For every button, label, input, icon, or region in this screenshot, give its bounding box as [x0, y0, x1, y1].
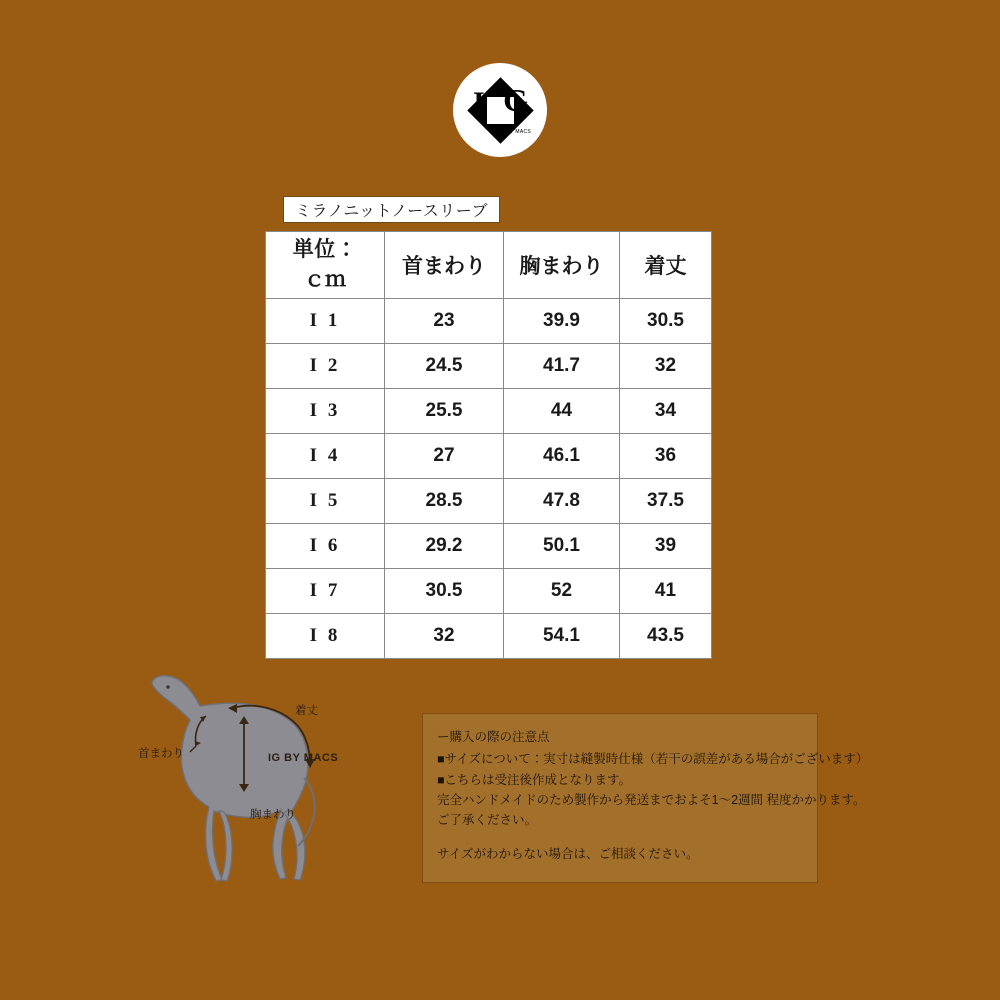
- cell-chest: 54.1: [504, 614, 620, 659]
- cell-neck: 28.5: [385, 479, 504, 524]
- notes-line: 完全ハンドメイドのため製作から発送までおよそ1〜2週間 程度かかります。: [437, 792, 866, 807]
- dog-silhouette-icon: [120, 660, 420, 920]
- cell-size: I 4: [266, 434, 385, 479]
- cell-chest: 47.8: [504, 479, 620, 524]
- dog-eye-icon: [166, 685, 170, 689]
- cell-length: 36: [620, 434, 712, 479]
- cell-neck: 24.5: [385, 344, 504, 389]
- cell-neck: 25.5: [385, 389, 504, 434]
- notes-line: ■サイズについて：実寸は縫製時仕様（若干の誤差がある場合がございます）: [437, 752, 869, 767]
- cell-size: I 8: [266, 614, 385, 659]
- diagram-label-neck: 首まわり: [138, 748, 184, 760]
- cell-size: I 7: [266, 569, 385, 614]
- cell-size: I 1: [266, 299, 385, 344]
- cell-length: 41: [620, 569, 712, 614]
- column-header-length: 着丈: [620, 232, 712, 299]
- cell-neck: 32: [385, 614, 504, 659]
- cell-chest: 44: [504, 389, 620, 434]
- unit-line-1: 単位：: [292, 237, 358, 261]
- table-row: [266, 434, 712, 479]
- dog-front-leg-shape: [219, 811, 232, 881]
- size-table-wrapper: [265, 231, 711, 659]
- cell-chest: 50.1: [504, 524, 620, 569]
- page-title: [283, 196, 500, 223]
- cell-length: 37.5: [620, 479, 712, 524]
- table-header-row: [266, 232, 712, 299]
- cell-neck: 29.2: [385, 524, 504, 569]
- table-row: [266, 569, 712, 614]
- table-row: [266, 614, 712, 659]
- cell-neck: 23: [385, 299, 504, 344]
- table-row: [266, 344, 712, 389]
- size-table: [265, 231, 712, 659]
- notes-spacer: [437, 830, 803, 844]
- notes-line: ■こちらは受注後作成となります。: [437, 772, 632, 787]
- cell-length: 34: [620, 389, 712, 434]
- notes-footer: サイズがわからない場合は、ご相談ください。: [437, 847, 699, 862]
- cell-chest: 39.9: [504, 299, 620, 344]
- cell-neck: 30.5: [385, 569, 504, 614]
- column-header-unit: [266, 232, 385, 299]
- table-row: [266, 479, 712, 524]
- brand-logo-inner: [461, 71, 539, 149]
- cell-size: I 5: [266, 479, 385, 524]
- cell-size: I 2: [266, 344, 385, 389]
- diagram-label-chest: 胸まわり: [250, 809, 296, 821]
- logo-letter-i: I: [473, 86, 485, 119]
- cell-size: I 3: [266, 389, 385, 434]
- cell-length: 32: [620, 344, 712, 389]
- cell-chest: 41.7: [504, 344, 620, 389]
- cell-chest: 52: [504, 569, 620, 614]
- cell-length: 39: [620, 524, 712, 569]
- measurement-diagram: [120, 660, 420, 920]
- notes-heading: ー購入の際の注意点: [437, 730, 550, 744]
- cell-neck: 27: [385, 434, 504, 479]
- logo-letter-g: G: [503, 82, 528, 118]
- logo-subtext: BY MACS: [506, 129, 531, 135]
- notes-line: ご了承ください。: [437, 813, 538, 827]
- cell-chest: 46.1: [504, 434, 620, 479]
- cell-size: I 6: [266, 524, 385, 569]
- table-row: [266, 299, 712, 344]
- brand-logo: [453, 63, 547, 157]
- diagram-label-length: 着丈: [295, 705, 318, 717]
- diagram-brand-mark: IG BY MACS: [268, 752, 339, 764]
- cell-length: 43.5: [620, 614, 712, 659]
- product-title-text: ミラノニットノースリーブ: [294, 203, 489, 220]
- column-header-chest: 胸まわり: [504, 232, 620, 299]
- purchase-notes-box: [422, 713, 869, 883]
- table-row: [266, 524, 712, 569]
- unit-line-2: ｃｍ: [304, 268, 346, 291]
- column-header-neck: 首まわり: [385, 232, 504, 299]
- cell-length: 30.5: [620, 299, 712, 344]
- table-row: [266, 389, 712, 434]
